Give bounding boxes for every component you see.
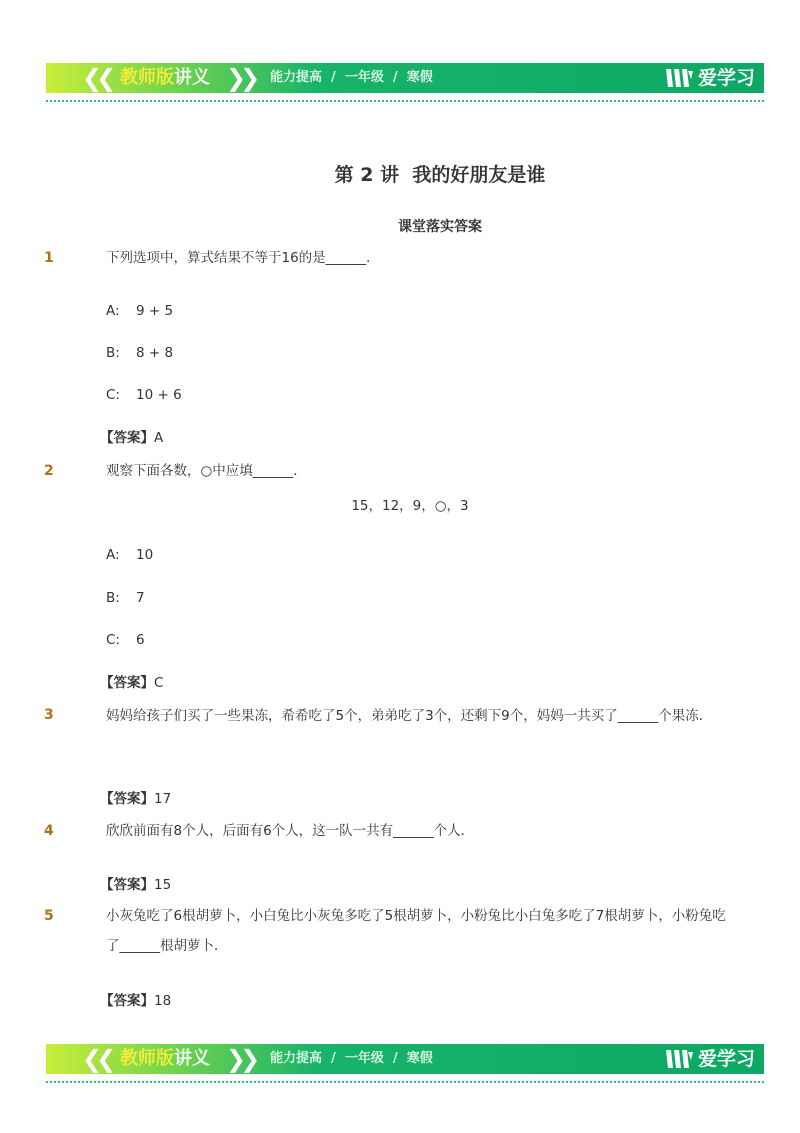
header-subtitle: 能力提高 / 一年级 / 寒假	[270, 70, 433, 85]
header-title: 教师版讲义	[120, 67, 210, 88]
footer-banner	[46, 1044, 764, 1088]
answer: 【答案】A	[100, 430, 164, 446]
question-stem: 妈妈给孩子们买了一些果冻，希希吃了5个，弟弟吃了3个，还剩下9个，妈妈一共买了______个果冻．	[106, 708, 713, 724]
answer: 【答案】18	[100, 993, 172, 1009]
option-c: C: 10 + 6	[106, 387, 182, 403]
question-stem: 下列选项中，算式结果不等于16的是______．	[106, 250, 380, 266]
answer: 【答案】17	[100, 791, 172, 807]
option-c: C: 6	[106, 632, 145, 648]
aixuexi-logo-icon	[664, 1048, 694, 1070]
footer-dotted-divider	[46, 1081, 764, 1083]
question-number: 4	[44, 823, 54, 839]
double-chevron-right-icon: ❯❯	[226, 64, 255, 92]
logo-text: 爱学习	[698, 67, 756, 89]
section-title: 课堂落实答案	[398, 219, 482, 235]
answer: 【答案】15	[100, 877, 172, 893]
question-number: 2	[44, 463, 54, 479]
lesson-title: 第 2 讲 我的好朋友是谁	[334, 164, 546, 186]
option-a: A: 9 + 5	[106, 303, 174, 319]
question-number: 5	[44, 908, 54, 924]
option-a: A: 10	[106, 547, 154, 563]
double-chevron-right-icon: ❯❯	[226, 1045, 255, 1073]
option-b: B: 8 + 8	[106, 345, 174, 361]
option-b: B: 7	[106, 590, 145, 606]
footer-subtitle: 能力提高 / 一年级 / 寒假	[270, 1051, 433, 1066]
answer: 【答案】C	[100, 675, 164, 691]
question-stem: 欣欣前面有8个人，后面有6个人，这一队一共有______个人．	[106, 823, 475, 839]
footer-title: 教师版讲义	[120, 1048, 210, 1069]
header-banner	[46, 63, 764, 107]
header-dotted-divider	[46, 100, 764, 102]
footer-logo	[664, 1045, 762, 1073]
question-stem: 小灰兔吃了6根胡萝卜，小白兔比小灰兔多吃了5根胡萝卜，小粉兔比小白兔多吃了7根胡萝卜，小粉兔吃了______根胡萝卜．	[106, 908, 726, 954]
question-number: 1	[44, 250, 54, 266]
number-sequence: 15，12，9，○，3	[351, 498, 469, 514]
double-chevron-left-icon: ❮❮	[82, 1045, 111, 1073]
question-number: 3	[44, 707, 54, 723]
logo-text: 爱学习	[698, 1048, 756, 1070]
double-chevron-left-icon: ❮❮	[82, 64, 111, 92]
question-stem: 观察下面各数，○中应填______．	[106, 463, 307, 479]
aixuexi-logo-icon	[664, 67, 694, 89]
header-logo	[664, 64, 762, 92]
